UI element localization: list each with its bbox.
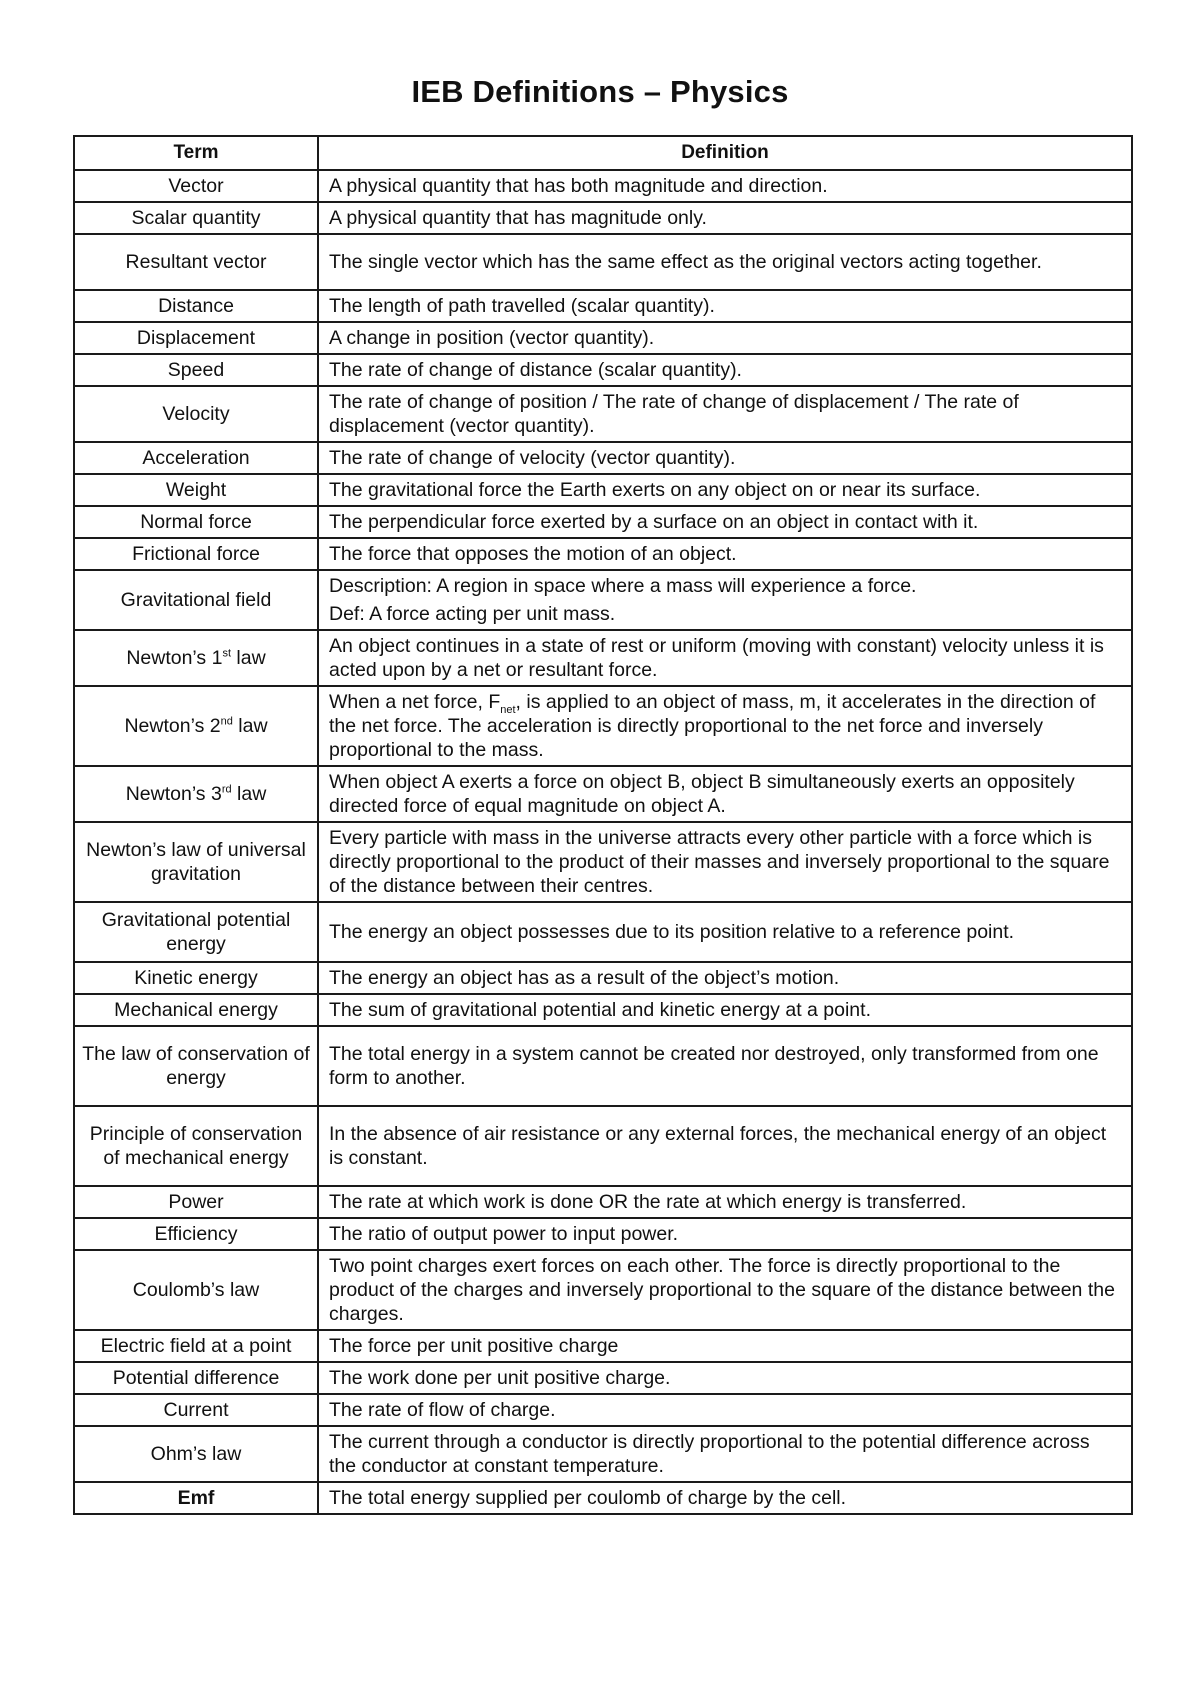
term-cell: Efficiency — [74, 1218, 318, 1250]
definition-cell: The length of path travelled (scalar quantity). — [318, 290, 1132, 322]
definition-cell: The current through a conductor is directly proportional to the potential difference across the conductor at constant temperature. — [318, 1426, 1132, 1482]
table-row — [74, 202, 1132, 234]
term-cell: Ohm’s law — [74, 1426, 318, 1482]
term-cell: Mechanical energy — [74, 994, 318, 1026]
definition-description: Description: A region in space where a mass will experience a force. — [329, 575, 917, 597]
term-cell: Scalar quantity — [74, 202, 318, 234]
table-row — [74, 962, 1132, 994]
term-cell: Displacement — [74, 322, 318, 354]
definition-cell: The rate of change of distance (scalar quantity). — [318, 354, 1132, 386]
term-cell: Current — [74, 1394, 318, 1426]
definition-cell: The energy an object possesses due to its position relative to a reference point. — [318, 902, 1132, 962]
table-row — [74, 506, 1132, 538]
definition-cell: Every particle with mass in the universe attracts every other particle with a force which is directly proportional to the product of their masses and inversely proportional to the square of the distance between their centres. — [318, 822, 1132, 902]
term-cell: Acceleration — [74, 442, 318, 474]
term-cell: Speed — [74, 354, 318, 386]
definition-cell: A physical quantity that has magnitude only. — [318, 202, 1132, 234]
term-cell: Frictional force — [74, 538, 318, 570]
definition-cell: A physical quantity that has both magnitude and direction. — [318, 170, 1132, 202]
definition-cell — [318, 570, 1132, 630]
page-title: IEB Definitions – Physics — [411, 74, 789, 109]
table-row — [74, 630, 1132, 686]
term-cell: The law of conservation of energy — [74, 1026, 318, 1106]
definition-cell: When a net force, $F_{net}$, is applied to an object of mass, m, it accelerates in the direction of the net force. The acceleration is directly proportional to the net force and inversely proportional to the mass. — [318, 686, 1132, 766]
definition-cell: The gravitational force the Earth exerts on any object on or near its surface. — [318, 474, 1132, 506]
table-row — [74, 1106, 1132, 1186]
table-row — [74, 1482, 1132, 1514]
definition-cell: In the absence of air resistance or any external forces, the mechanical energy of an object is constant. — [318, 1106, 1132, 1186]
table-row — [74, 354, 1132, 386]
term-cell: Coulomb’s law — [74, 1250, 318, 1330]
definition-cell: The single vector which has the same effect as the original vectors acting together. — [318, 234, 1132, 290]
table-row — [74, 442, 1132, 474]
term-cell: Kinetic energy — [74, 962, 318, 994]
definition-cell: The force per unit positive charge — [318, 1330, 1132, 1362]
term-cell: Emf — [74, 1482, 318, 1514]
definition-cell: Two point charges exert forces on each other. The force is directly proportional to the product of the charges and inversely proportional to the square of the distance between the charges. — [318, 1250, 1132, 1330]
table-row — [74, 1330, 1132, 1362]
term-cell: Weight — [74, 474, 318, 506]
definition-cell: A change in position (vector quantity). — [318, 322, 1132, 354]
term-cell: Principle of conservation of mechanical energy — [74, 1106, 318, 1186]
definition-cell: The rate at which work is done OR the rate at which energy is transferred. — [318, 1186, 1132, 1218]
header-definition: Definition — [318, 136, 1132, 170]
table-row — [74, 290, 1132, 322]
table-row — [74, 686, 1132, 766]
table-row — [74, 474, 1132, 506]
table-row — [74, 322, 1132, 354]
table-row — [74, 1218, 1132, 1250]
term-cell: Vector — [74, 170, 318, 202]
table-row — [74, 570, 1132, 630]
term-cell: Normal force — [74, 506, 318, 538]
term-cell: Newton’s 2nd law — [74, 686, 318, 766]
term-cell: Newton’s law of universal gravitation — [74, 822, 318, 902]
table-row — [74, 1026, 1132, 1106]
definition-cell: The work done per unit positive charge. — [318, 1362, 1132, 1394]
table-row — [74, 994, 1132, 1026]
definition-cell: The ratio of output power to input power. — [318, 1218, 1132, 1250]
definition-cell: The perpendicular force exerted by a surface on an object in contact with it. — [318, 506, 1132, 538]
table-row — [74, 1186, 1132, 1218]
term-cell: Velocity — [74, 386, 318, 442]
definitions-table — [73, 135, 1133, 1515]
definition-cell: An object continues in a state of rest or uniform (moving with constant) velocity unless it is acted upon by a net or resultant force. — [318, 630, 1132, 686]
definition-cell: The rate of change of velocity (vector quantity). — [318, 442, 1132, 474]
definition-cell: The energy an object has as a result of the object’s motion. — [318, 962, 1132, 994]
term-cell: Power — [74, 1186, 318, 1218]
definition-cell: The rate of flow of charge. — [318, 1394, 1132, 1426]
table-row — [74, 822, 1132, 902]
table-row — [74, 1426, 1132, 1482]
definition-cell: The rate of change of position / The rate of change of displacement / The rate of displacement (vector quantity). — [318, 386, 1132, 442]
table-row — [74, 766, 1132, 822]
definition-cell: When object A exerts a force on object B, object B simultaneously exerts an oppositely directed force of equal magnitude on object A. — [318, 766, 1132, 822]
table-row — [74, 1250, 1132, 1330]
header-term: Term — [74, 136, 318, 170]
term-cell: Newton’s 3rd law — [74, 766, 318, 822]
table-row — [74, 234, 1132, 290]
definition-cell: The total energy in a system cannot be created nor destroyed, only transformed from one form to another. — [318, 1026, 1132, 1106]
definition-def-line: Def: A force acting per unit mass. — [329, 603, 616, 625]
table-row — [74, 386, 1132, 442]
table-row — [74, 538, 1132, 570]
table-header-row — [74, 136, 1132, 170]
term-cell: Resultant vector — [74, 234, 318, 290]
term-cell: Gravitational field — [74, 570, 318, 630]
table-row — [74, 1362, 1132, 1394]
term-cell: Electric field at a point — [74, 1330, 318, 1362]
term-cell: Newton’s 1st law — [74, 630, 318, 686]
definition-cell: The sum of gravitational potential and kinetic energy at a point. — [318, 994, 1132, 1026]
definition-cell: The force that opposes the motion of an object. — [318, 538, 1132, 570]
definition-cell: The total energy supplied per coulomb of charge by the cell. — [318, 1482, 1132, 1514]
term-cell: Distance — [74, 290, 318, 322]
table-row — [74, 902, 1132, 962]
table-row — [74, 1394, 1132, 1426]
term-cell: Gravitational potential energy — [74, 902, 318, 962]
table-row — [74, 170, 1132, 202]
term-cell: Potential difference — [74, 1362, 318, 1394]
